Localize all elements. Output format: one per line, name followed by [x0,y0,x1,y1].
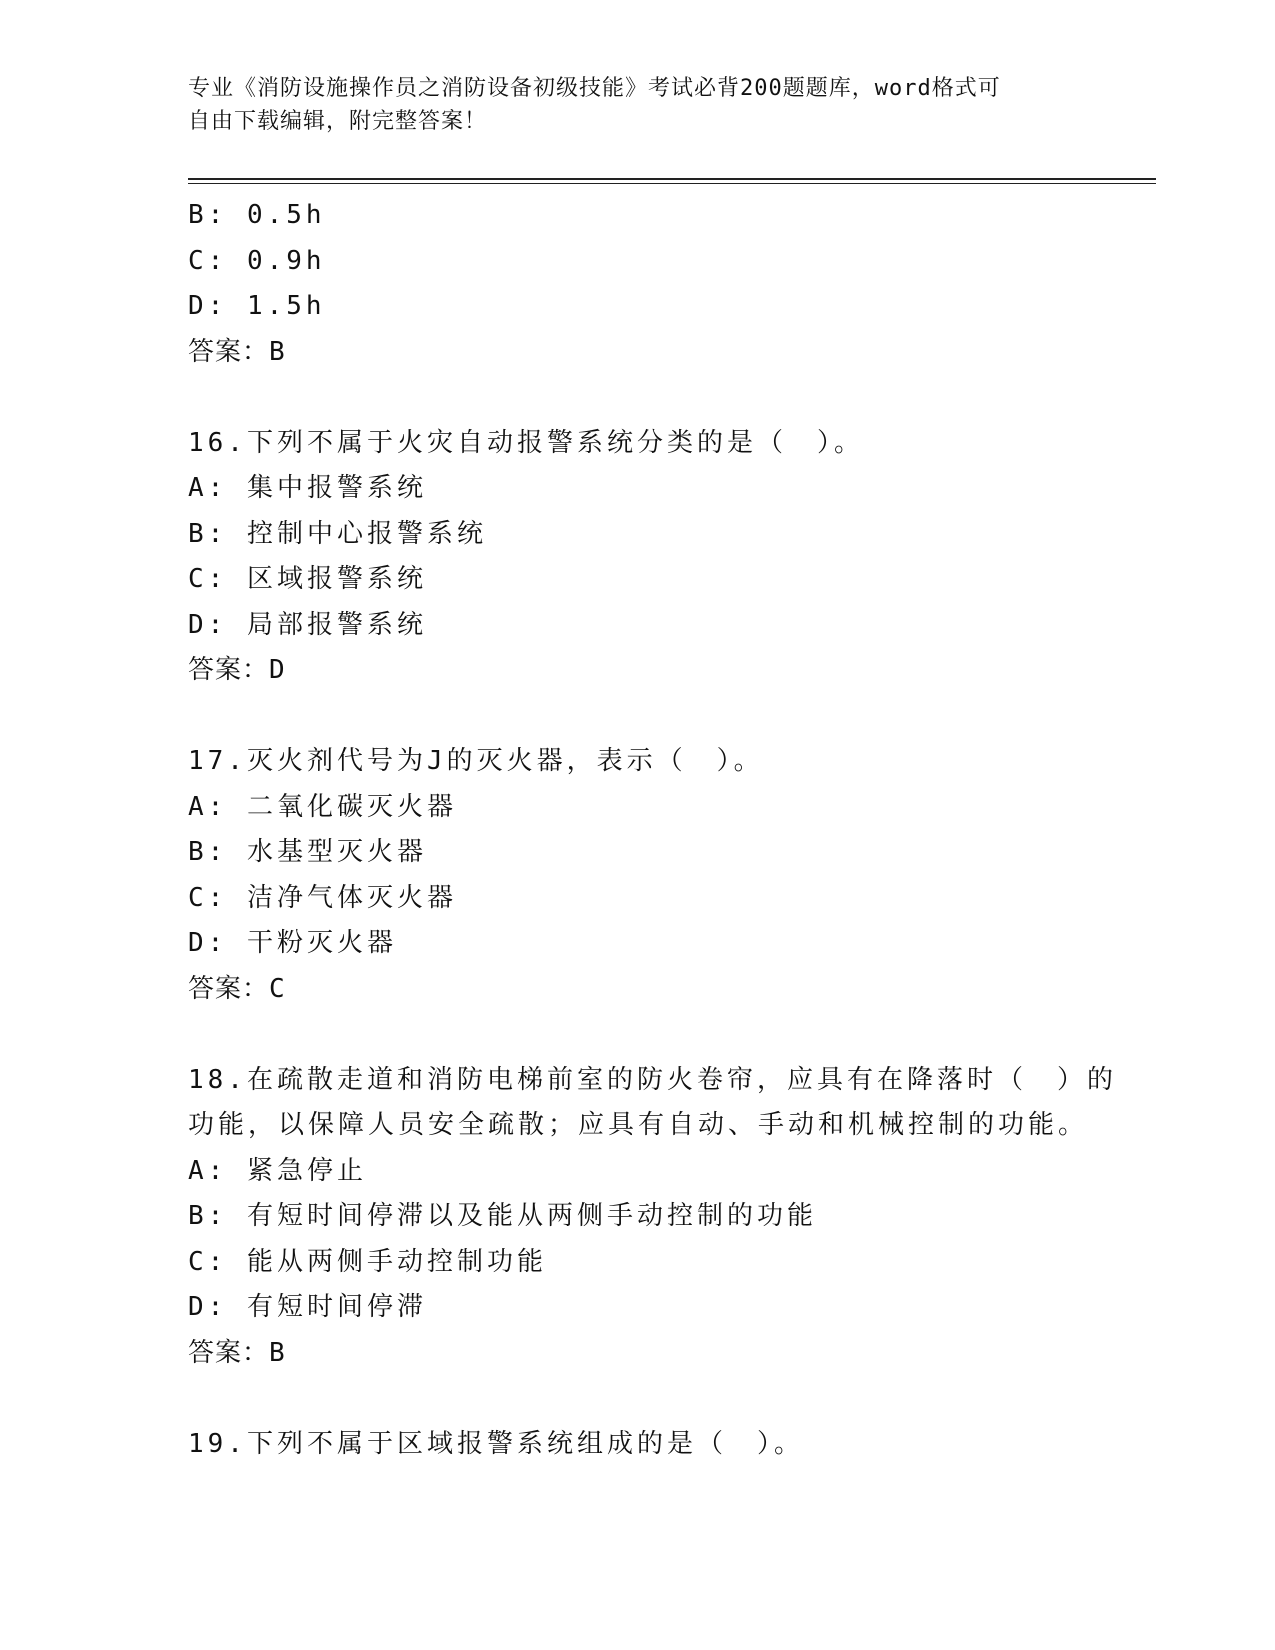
option-a: A: 紧急停止 [188,1155,367,1186]
question-stem: 17.灭火剂代号为J的灭火器，表示（ ）。 [188,746,764,776]
header-line-1: 专业《消防设施操作员之消防设备初级技能》考试必背200题题库，word格式可 [188,76,1001,101]
question-block-18 [188,1058,1117,1377]
option-a: A: 二氧化碳灭火器 [188,791,457,822]
option-c: C: 洁净气体灭火器 [188,882,457,913]
question-stem: 19.下列不属于区域报警系统组成的是（ ）。 [188,1428,804,1459]
header-divider-thin [188,183,1156,184]
option-d: D: 局部报警系统 [188,609,427,640]
question-list [188,193,1117,1467]
question-block-16 [188,421,1088,694]
header-divider-thick [188,178,1156,180]
option-c: C: 0.9h [188,245,326,276]
option-b: B: 有短时间停滞以及能从两侧手动控制的功能 [188,1201,817,1231]
option-d: D: 干粉灭火器 [188,928,397,958]
question-block-15 [188,193,1088,375]
answer-line: 答案：B [188,1337,286,1368]
option-d: D: 有短时间停滞 [188,1292,427,1322]
question-block-19 [188,1422,1088,1468]
question-stem-line-1: 18.在疏散走道和消防电梯前室的防火卷帘，应具有在降落时（ ）的 [188,1064,1117,1095]
question-spacer [188,1012,1088,1058]
option-b: B: 0.5h [188,200,326,230]
question-spacer [188,694,1088,740]
question-block-17 [188,739,1088,1012]
option-a: A: 集中报警系统 [188,473,427,503]
answer-line: 答案：C [188,973,286,1004]
document-header [188,72,1068,138]
option-d: D: 1.5h [188,291,326,321]
question-stem: 16.下列不属于火灾自动报警系统分类的是（ ）。 [188,427,864,458]
option-c: C: 区域报警系统 [188,564,427,594]
option-c: C: 能从两侧手动控制功能 [188,1246,547,1277]
question-spacer [188,1376,1088,1422]
question-spacer [188,375,1088,421]
answer-line: 答案：D [188,655,286,685]
header-line-2: 自由下载编辑，附完整答案！ [188,109,488,134]
answer-line: 答案：B [188,336,286,367]
option-b: B: 水基型灭火器 [188,837,427,867]
question-stem-line-2: 功能，以保障人员安全疏散；应具有自动、手动和机械控制的功能。 [188,1110,1089,1140]
option-b: B: 控制中心报警系统 [188,518,487,549]
